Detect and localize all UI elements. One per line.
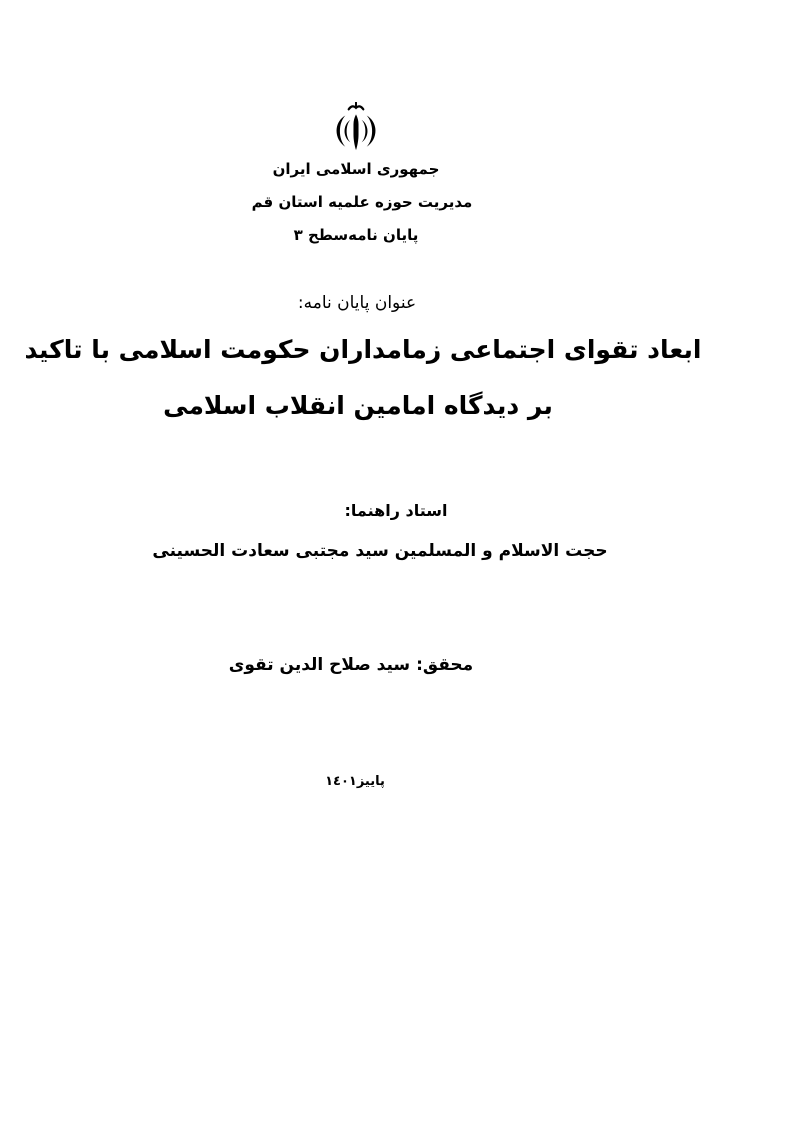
advisor-name: حجت الاسلام و المسلمین سید مجتبی سعادت الحسینی xyxy=(152,541,608,561)
advisor-label: استاد راهنما: xyxy=(344,501,448,520)
header-document-type-line: پایان نامه‌سطح ۳ xyxy=(293,226,419,244)
thesis-title-label: عنوان پایان نامه: xyxy=(297,293,417,313)
emblem-container xyxy=(0,102,753,162)
thesis-title-line-2: بر دیدگاه امامین انقلاب اسلامی xyxy=(163,391,553,420)
researcher-line: محقق: سید صلاح الدین تقوی xyxy=(228,655,474,675)
thesis-title-line-1: ابعاد تقوای اجتماعی زمامداران حکومت اسلامی با تاکید xyxy=(24,335,702,364)
iran-national-emblem-icon xyxy=(327,102,385,158)
header-country-line: جمهوری اسلامی ایران xyxy=(272,160,440,178)
header-organization-line: مدیریت حوزه علمیه استان قم xyxy=(251,193,473,211)
date-line: پاییز١٤٠١ xyxy=(325,774,385,789)
